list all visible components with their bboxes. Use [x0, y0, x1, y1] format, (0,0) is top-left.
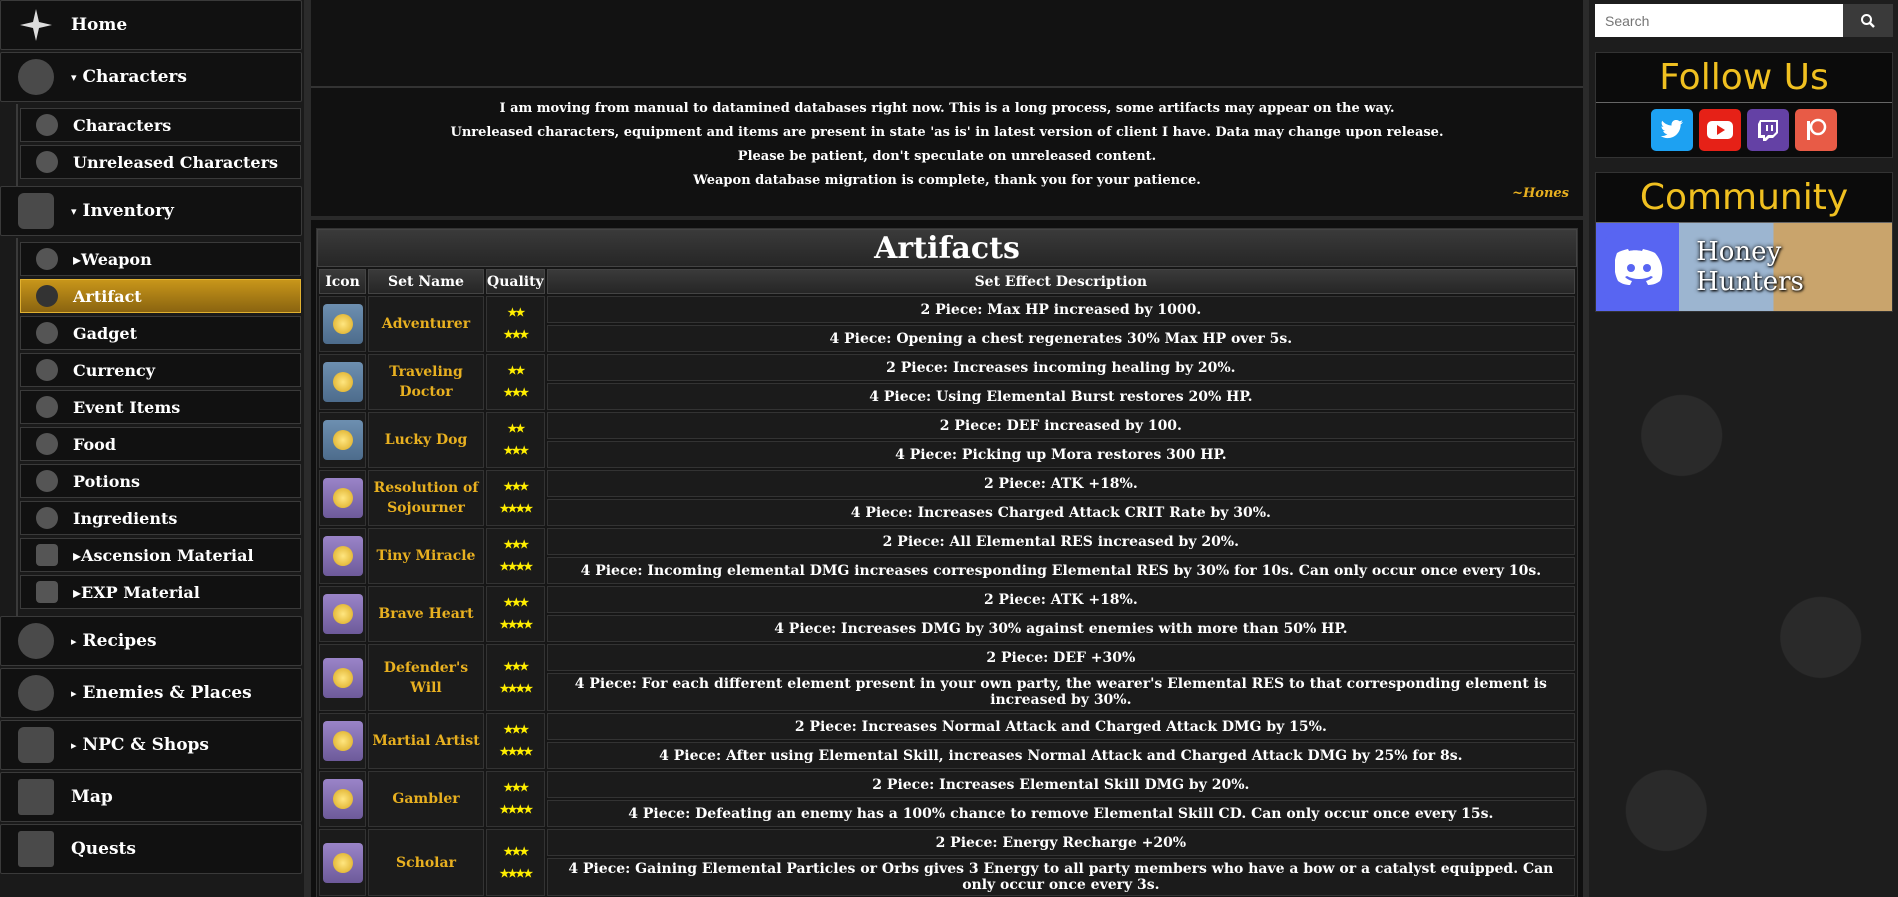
- table-row: [319, 644, 1575, 671]
- artifact-flower-icon: [323, 304, 363, 344]
- set-effect-4pc: 4 Piece: After using Elemental Skill, increases Normal Attack and Charged Attack DMG by 25% for 8s.: [547, 742, 1575, 769]
- artifact-set-name[interactable]: Gambler: [368, 771, 484, 827]
- artifact-flower-icon: [323, 594, 363, 634]
- set-effect-2pc: 2 Piece: DEF +30%: [547, 644, 1575, 671]
- nav-quests[interactable]: [0, 824, 302, 874]
- artifact-set-name[interactable]: Defender's Will: [368, 644, 484, 711]
- social-links: [1596, 103, 1892, 151]
- backpack-icon: [21, 538, 73, 572]
- artifact-quality: [486, 528, 545, 584]
- star-rating-min: ★★★: [503, 844, 528, 858]
- star-rating-max: ★★★★: [499, 745, 532, 758]
- column-header-set-name[interactable]: Set Name: [368, 269, 484, 294]
- star-rating-max: ★★★★: [499, 502, 532, 515]
- nav-map-label: Map: [71, 787, 113, 807]
- artifact-set-name[interactable]: Martial Artist: [368, 713, 484, 769]
- artifacts-table: [317, 267, 1577, 897]
- sidebar-item-exp-material[interactable]: [20, 575, 301, 609]
- compass-icon: [21, 390, 73, 424]
- sword-icon: [21, 242, 73, 276]
- artifact-set-name[interactable]: Traveling Doctor: [368, 354, 484, 410]
- sidebar-item-label: Event Items: [73, 397, 181, 417]
- sidebar-item-label: Food: [73, 434, 117, 454]
- main-content: [311, 0, 1583, 897]
- artifact-flower-icon: [323, 420, 363, 460]
- star-rating-min: ★★★: [503, 596, 528, 609]
- star-rating-min: ★★: [507, 364, 524, 377]
- artifacts-table-box: [316, 228, 1578, 897]
- artifact-quality: [486, 713, 545, 769]
- star-rating-max: ★★★★: [499, 866, 532, 880]
- column-header-icon[interactable]: Icon: [319, 269, 366, 294]
- gadget-icon: [21, 316, 73, 350]
- artifact-icon-cell[interactable]: [319, 771, 366, 827]
- artifact-icon-cell[interactable]: [319, 586, 366, 642]
- artifact-quality: [486, 296, 545, 352]
- set-effect-2pc: 2 Piece: DEF increased by 100.: [547, 412, 1575, 439]
- notice-line: Weapon database migration is complete, thank you for your patience.: [693, 173, 1201, 188]
- sidebar-item-label: Unreleased Characters: [73, 152, 279, 172]
- star-rating-min: ★★★: [503, 480, 528, 493]
- caret-right-icon: ▸: [73, 249, 82, 269]
- sidebar-item-ascension-material[interactable]: [20, 538, 301, 572]
- nav-recipes[interactable]: [0, 616, 302, 666]
- sidebar-item-food[interactable]: [20, 427, 301, 461]
- star-rating-max: ★★★: [503, 386, 528, 399]
- quest-icon: [1, 824, 71, 874]
- artifact-flower-icon: [323, 658, 363, 698]
- set-effect-4pc: 4 Piece: Opening a chest regenerates 30% Max HP over 5s.: [547, 325, 1575, 352]
- nav-home-label: Home: [71, 15, 128, 35]
- nav-enemies-places[interactable]: [0, 668, 302, 718]
- inventory-submenu: [16, 238, 302, 616]
- search-button[interactable]: [1843, 4, 1893, 37]
- set-effect-2pc: 2 Piece: Energy Recharge +20%: [547, 829, 1575, 856]
- follow-us-title: Follow Us: [1596, 53, 1892, 103]
- set-effect-4pc: 4 Piece: Picking up Mora restores 300 HP.: [547, 441, 1575, 468]
- nav-home[interactable]: [0, 0, 302, 50]
- nav-npc-label: NPC & Shops: [82, 735, 210, 755]
- compass-icon: [1, 668, 71, 718]
- leaf-icon: [21, 501, 73, 535]
- caret-right-icon: ▸: [71, 738, 77, 752]
- search-bar: [1595, 4, 1893, 37]
- characters-submenu: [16, 104, 302, 186]
- table-row: [319, 528, 1575, 555]
- artifact-set-name[interactable]: Brave Heart: [368, 586, 484, 642]
- set-effect-2pc: 2 Piece: Increases Normal Attack and Charged Attack DMG by 15%.: [547, 713, 1575, 740]
- search-icon: [1860, 13, 1876, 29]
- search-input[interactable]: [1595, 4, 1843, 37]
- youtube-icon[interactable]: [1699, 109, 1741, 151]
- nav-inventory-label: Inventory: [82, 201, 174, 221]
- set-effect-4pc: 4 Piece: Increases Charged Attack CRIT Rate by 30%.: [547, 499, 1575, 526]
- table-row: [319, 296, 1575, 323]
- sidebar-item-characters[interactable]: [20, 108, 301, 142]
- community-panel: [1595, 172, 1893, 312]
- sparkle-icon: [1, 0, 71, 50]
- artifacts-table-body: [319, 296, 1575, 896]
- star-rating-max: ★★★: [503, 444, 528, 457]
- notice-line: Unreleased characters, equipment and items are present in state 'as is' in latest version of client I have. Data may change upon release.: [450, 125, 1444, 140]
- star-rating-max: ★★★★: [499, 803, 532, 816]
- community-title: Community: [1596, 173, 1892, 223]
- notice-box: [311, 88, 1583, 220]
- artifact-set-name[interactable]: Adventurer: [368, 296, 484, 352]
- table-row: [319, 771, 1575, 798]
- artifact-set-name[interactable]: Lucky Dog: [368, 412, 484, 468]
- column-header-description[interactable]: Set Effect Description: [547, 269, 1575, 294]
- artifact-icon-cell[interactable]: [319, 470, 366, 526]
- discord-banner-text: Honey Hunters: [1696, 237, 1804, 297]
- patreon-icon[interactable]: [1795, 109, 1837, 151]
- star-rating-min: ★★★: [503, 659, 528, 673]
- star-rating-max: ★★★★: [499, 560, 532, 573]
- sidebar-item-label: Weapon: [81, 249, 152, 269]
- page-title: Artifacts: [317, 229, 1577, 267]
- table-row: [319, 829, 1575, 856]
- set-effect-4pc: 4 Piece: For each different element present in your own party, the wearer's Elemental RES to that corresponding element is increased by 30%.: [547, 673, 1575, 711]
- star-rating-min: ★★★: [503, 781, 528, 794]
- follow-us-panel: [1595, 52, 1893, 158]
- sidebar-item-label: Characters: [73, 115, 172, 135]
- nav-enemies-label: Enemies & Places: [82, 683, 252, 703]
- character-head-icon: [21, 108, 73, 142]
- artifact-quality: [486, 829, 545, 896]
- artifact-flower-icon: [323, 721, 363, 761]
- set-effect-4pc: 4 Piece: Increases DMG by 30% against enemies with more than 50% HP.: [547, 615, 1575, 642]
- nav-quests-label: Quests: [71, 839, 136, 859]
- nav-characters[interactable]: [0, 52, 302, 102]
- artifact-quality: [486, 470, 545, 526]
- sidebar-item-label: Potions: [73, 471, 141, 491]
- artifact-flower-icon: [323, 779, 363, 819]
- star-rating-max: ★★★: [503, 328, 528, 341]
- column-header-quality[interactable]: Quality: [486, 269, 545, 294]
- artifact-icon-cell[interactable]: [319, 528, 366, 584]
- artifact-flower-icon: [323, 362, 363, 402]
- sidebar-item-label: Ingredients: [73, 508, 178, 528]
- background-pattern: [1589, 320, 1898, 897]
- twitch-icon[interactable]: [1747, 109, 1789, 151]
- nav-inventory[interactable]: [0, 186, 302, 236]
- caret-right-icon: ▸: [73, 582, 82, 602]
- sidebar: [0, 0, 304, 897]
- set-effect-4pc: 4 Piece: Defeating an enemy has a 100% chance to remove Elemental Skill CD. Can only occur once every 15s.: [547, 800, 1575, 827]
- artifact-flower-icon: [323, 536, 363, 576]
- set-effect-4pc: 4 Piece: Using Elemental Burst restores 20% HP.: [547, 383, 1575, 410]
- discord-icon: [1604, 231, 1674, 303]
- star-rating-max: ★★★★: [499, 618, 532, 631]
- artifact-icon-cell[interactable]: [319, 296, 366, 352]
- nav-characters-label: Characters: [82, 67, 187, 87]
- table-row: [319, 412, 1575, 439]
- sidebar-item-event-items[interactable]: [20, 390, 301, 424]
- caret-right-icon: ▸: [71, 686, 77, 700]
- table-row: [319, 354, 1575, 381]
- artifact-quality: [486, 771, 545, 827]
- artifact-icon-cell[interactable]: [319, 644, 366, 711]
- artifact-set-name[interactable]: Scholar: [368, 829, 484, 896]
- artifact-icon-cell[interactable]: [319, 713, 366, 769]
- set-effect-2pc: 2 Piece: Increases incoming healing by 20%.: [547, 354, 1575, 381]
- set-effect-2pc: 2 Piece: ATK +18%.: [547, 470, 1575, 497]
- artifact-icon-cell[interactable]: [319, 829, 366, 896]
- potion-icon: [21, 464, 73, 498]
- right-column: [1589, 0, 1898, 897]
- star-rating-min: ★★★: [503, 723, 528, 736]
- fork-spoon-icon: [1, 616, 71, 666]
- sidebar-item-label: Artifact: [73, 286, 142, 306]
- set-effect-2pc: 2 Piece: ATK +18%.: [547, 586, 1575, 613]
- artifact-icon-cell[interactable]: [319, 354, 366, 410]
- caret-down-icon: ▾: [71, 70, 77, 84]
- nav-map[interactable]: [0, 772, 302, 822]
- character-head-icon: [1, 52, 71, 102]
- sidebar-item-label: EXP Material: [81, 582, 200, 602]
- notice-signature: ~Hones: [1512, 186, 1569, 201]
- artifact-set-name[interactable]: Resolution of Sojourner: [368, 470, 484, 526]
- caret-right-icon: ▸: [73, 545, 82, 565]
- sidebar-item-unreleased-characters[interactable]: [20, 145, 301, 179]
- sidebar-item-ingredients[interactable]: [20, 501, 301, 535]
- shop-bag-icon: [1, 720, 71, 770]
- artifact-icon-cell[interactable]: [319, 412, 366, 468]
- fork-spoon-icon: [21, 427, 73, 461]
- sidebar-item-potions[interactable]: [20, 464, 301, 498]
- sidebar-item-gadget[interactable]: [20, 316, 301, 350]
- set-effect-2pc: 2 Piece: All Elemental RES increased by 20%.: [547, 528, 1575, 555]
- artifact-icon: [21, 279, 73, 313]
- notice-line: I am moving from manual to datamined databases right now. This is a long process, some artifacts may appear on the way.: [499, 101, 1395, 116]
- caret-right-icon: ▸: [71, 634, 77, 648]
- artifact-quality: [486, 644, 545, 711]
- star-rating-min: ★★★: [503, 538, 528, 551]
- nav-npc-shops[interactable]: [0, 720, 302, 770]
- sidebar-item-label: Ascension Material: [81, 545, 254, 565]
- table-row: [319, 470, 1575, 497]
- twitter-icon[interactable]: [1651, 109, 1693, 151]
- table-row: [319, 586, 1575, 613]
- backpack-icon: [21, 575, 73, 609]
- artifact-flower-icon: [323, 478, 363, 518]
- star-rating-min: ★★: [507, 422, 524, 435]
- coin-bag-icon: [21, 353, 73, 387]
- artifact-flower-icon: [323, 843, 363, 883]
- map-icon: [1, 772, 71, 822]
- artifact-quality: [486, 412, 545, 468]
- backpack-icon: [1, 186, 71, 236]
- sidebar-item-label: Currency: [73, 360, 156, 380]
- artifact-set-name[interactable]: Tiny Miracle: [368, 528, 484, 584]
- star-rating-max: ★★★★: [499, 681, 532, 695]
- sidebar-item-currency[interactable]: [20, 353, 301, 387]
- top-banner: [311, 0, 1583, 88]
- artifact-quality: [486, 354, 545, 410]
- sidebar-item-artifact[interactable]: [20, 279, 301, 313]
- set-effect-4pc: 4 Piece: Gaining Elemental Particles or Orbs gives 3 Energy to all party members who have a bow or a catalyst equipped. Can only occur once every 3s.: [547, 858, 1575, 896]
- character-head-icon: [21, 145, 73, 179]
- artifact-quality: [486, 586, 545, 642]
- caret-down-icon: ▾: [71, 204, 77, 218]
- table-row: [319, 713, 1575, 740]
- discord-banner[interactable]: [1596, 223, 1892, 311]
- sidebar-item-weapon[interactable]: [20, 242, 301, 276]
- star-rating-min: ★★: [507, 306, 524, 319]
- sidebar-item-label: Gadget: [73, 323, 137, 343]
- set-effect-2pc: 2 Piece: Max HP increased by 1000.: [547, 296, 1575, 323]
- nav-recipes-label: Recipes: [82, 631, 157, 651]
- set-effect-2pc: 2 Piece: Increases Elemental Skill DMG by 20%.: [547, 771, 1575, 798]
- notice-line: Please be patient, don't speculate on unreleased content.: [737, 149, 1157, 164]
- set-effect-4pc: 4 Piece: Incoming elemental DMG increases corresponding Elemental RES by 30% for 10s. Can only occur once every 10s.: [547, 557, 1575, 584]
